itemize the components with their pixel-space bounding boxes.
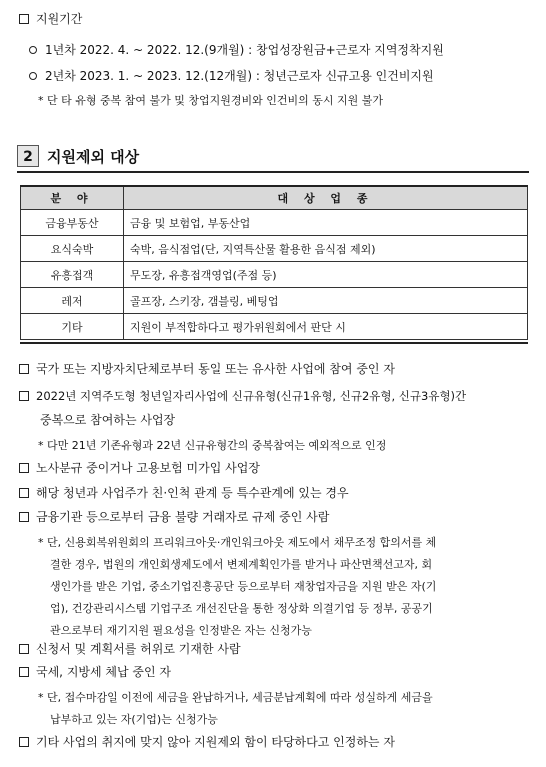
exclusion-note: * 다만 21년 기존유형과 22년 신규유형간의 중복참여는 예외적으로 인정 bbox=[38, 439, 387, 452]
exclusion-item: 기타 사업의 취지에 맞지 않아 지원제외 함이 타당하다고 인정하는 자 bbox=[19, 734, 395, 750]
table-cell-description: 금융 및 보험업, 부동산업 bbox=[124, 210, 528, 236]
exclusion-item: 신청서 및 계획서를 허위로 기재한 사람 bbox=[19, 641, 241, 657]
table-cell-description: 무도장, 유흥접객영업(주점 등) bbox=[124, 262, 528, 288]
exclusion-item: 해당 청년과 사업주가 친·인척 관계 등 특수관계에 있는 경우 bbox=[19, 485, 349, 501]
exclusion-item: 국세, 지방세 체납 중인 자 bbox=[19, 664, 171, 680]
circle-bullet-icon bbox=[29, 46, 37, 54]
table-header-row bbox=[21, 186, 528, 210]
table-cell-category: 금융부동산 bbox=[21, 210, 124, 236]
table-cell-category: 레저 bbox=[21, 288, 124, 314]
table-cell-category: 기타 bbox=[21, 314, 124, 340]
table-row bbox=[21, 314, 528, 340]
exclusion-item: 노사분규 중이거나 고용보험 미가입 사업장 bbox=[19, 460, 260, 476]
exclusion-note-line: 생인가를 받은 기업, 중소기업진흥공단 등으로부터 재창업자금을 지원 받은 자(기 bbox=[50, 580, 437, 593]
support-period-note: * 단 타 유형 중복 참여 불가 및 창업지원경비와 인건비의 동시 지원 불가 bbox=[38, 94, 383, 107]
exclusion-item: 금융기관 등으로부터 금융 불량 거래자로 규제 중인 사람 bbox=[19, 509, 329, 525]
exclusion-industry-table bbox=[20, 185, 528, 340]
table-cell-description: 지원이 부적합하다고 평가위원회에서 판단 시 bbox=[124, 314, 528, 340]
table-row bbox=[21, 288, 528, 314]
checkbox-icon bbox=[19, 463, 29, 473]
table-row bbox=[21, 210, 528, 236]
checkbox-icon bbox=[19, 14, 29, 24]
exclusion-item: 2022년 지역주도형 청년일자리사업에 신규유형(신규1유형, 신규2유형, 신규3유형)간 bbox=[19, 388, 466, 404]
checkbox-icon bbox=[19, 488, 29, 498]
table-cell-category: 요식숙박 bbox=[21, 236, 124, 262]
exclusion-note-line: 업), 건강관리시스템 기업구조 개선진단을 통한 정상화 의결기업 등 정부, 공공기 bbox=[50, 602, 433, 615]
checkbox-icon bbox=[19, 364, 29, 374]
table-cell-description: 숙박, 음식점업(단, 지역특산물 활용한 음식점 제외) bbox=[124, 236, 528, 262]
exclusion-note-line: * 단, 신용회복위원회의 프리워크아웃·개인워크아웃 제도에서 채무조정 합의서를 체 bbox=[38, 536, 437, 549]
support-period-item: 1년차 2022. 4. ~ 2022. 12.(9개월) : 창업성장원금+근로자 지역정착지원 bbox=[29, 42, 444, 58]
table-header-category: 분 야 bbox=[21, 186, 124, 210]
table-cell-category: 유흥접객 bbox=[21, 262, 124, 288]
exclusion-note-line: 납부하고 있는 자(기업)는 신청가능 bbox=[50, 713, 218, 726]
checkbox-icon bbox=[19, 644, 29, 654]
table-cell-description: 골프장, 스키장, 갬블링, 베팅업 bbox=[124, 288, 528, 314]
checkbox-icon bbox=[19, 667, 29, 677]
exclusion-note-line: 관으로부터 재기지원 필요성을 인정받은 자는 신청가능 bbox=[50, 624, 312, 637]
exclusion-note-line: * 단, 접수마감일 이전에 세금을 완납하거나, 세금분납계획에 따라 성실하게 세금을 bbox=[38, 691, 433, 704]
circle-bullet-icon bbox=[29, 72, 37, 80]
checkbox-icon bbox=[19, 512, 29, 522]
table-header-industry: 대 상 업 종 bbox=[124, 186, 528, 210]
section-number: 2 bbox=[17, 145, 39, 167]
checkbox-icon bbox=[19, 391, 29, 401]
section-heading bbox=[17, 141, 529, 173]
exclusion-item-continuation: 중복으로 참여하는 사업장 bbox=[40, 413, 176, 427]
table-row bbox=[21, 236, 528, 262]
table-row bbox=[21, 262, 528, 288]
support-period-heading: 지원기간 bbox=[19, 11, 82, 27]
checkbox-icon bbox=[19, 737, 29, 747]
exclusion-note-line: 결한 경우, 법원의 개인회생제도에서 변제계획인가를 받거나 파산면책선고자, 회 bbox=[50, 558, 433, 571]
section-title: 지원제외 대상 bbox=[47, 148, 140, 166]
support-period-item: 2년차 2023. 1. ~ 2023. 12.(12개월) : 청년근로자 신규고용 인건비지원 bbox=[29, 68, 434, 84]
exclusion-item: 국가 또는 지방자치단체로부터 동일 또는 유사한 사업에 참여 중인 자 bbox=[19, 361, 395, 377]
